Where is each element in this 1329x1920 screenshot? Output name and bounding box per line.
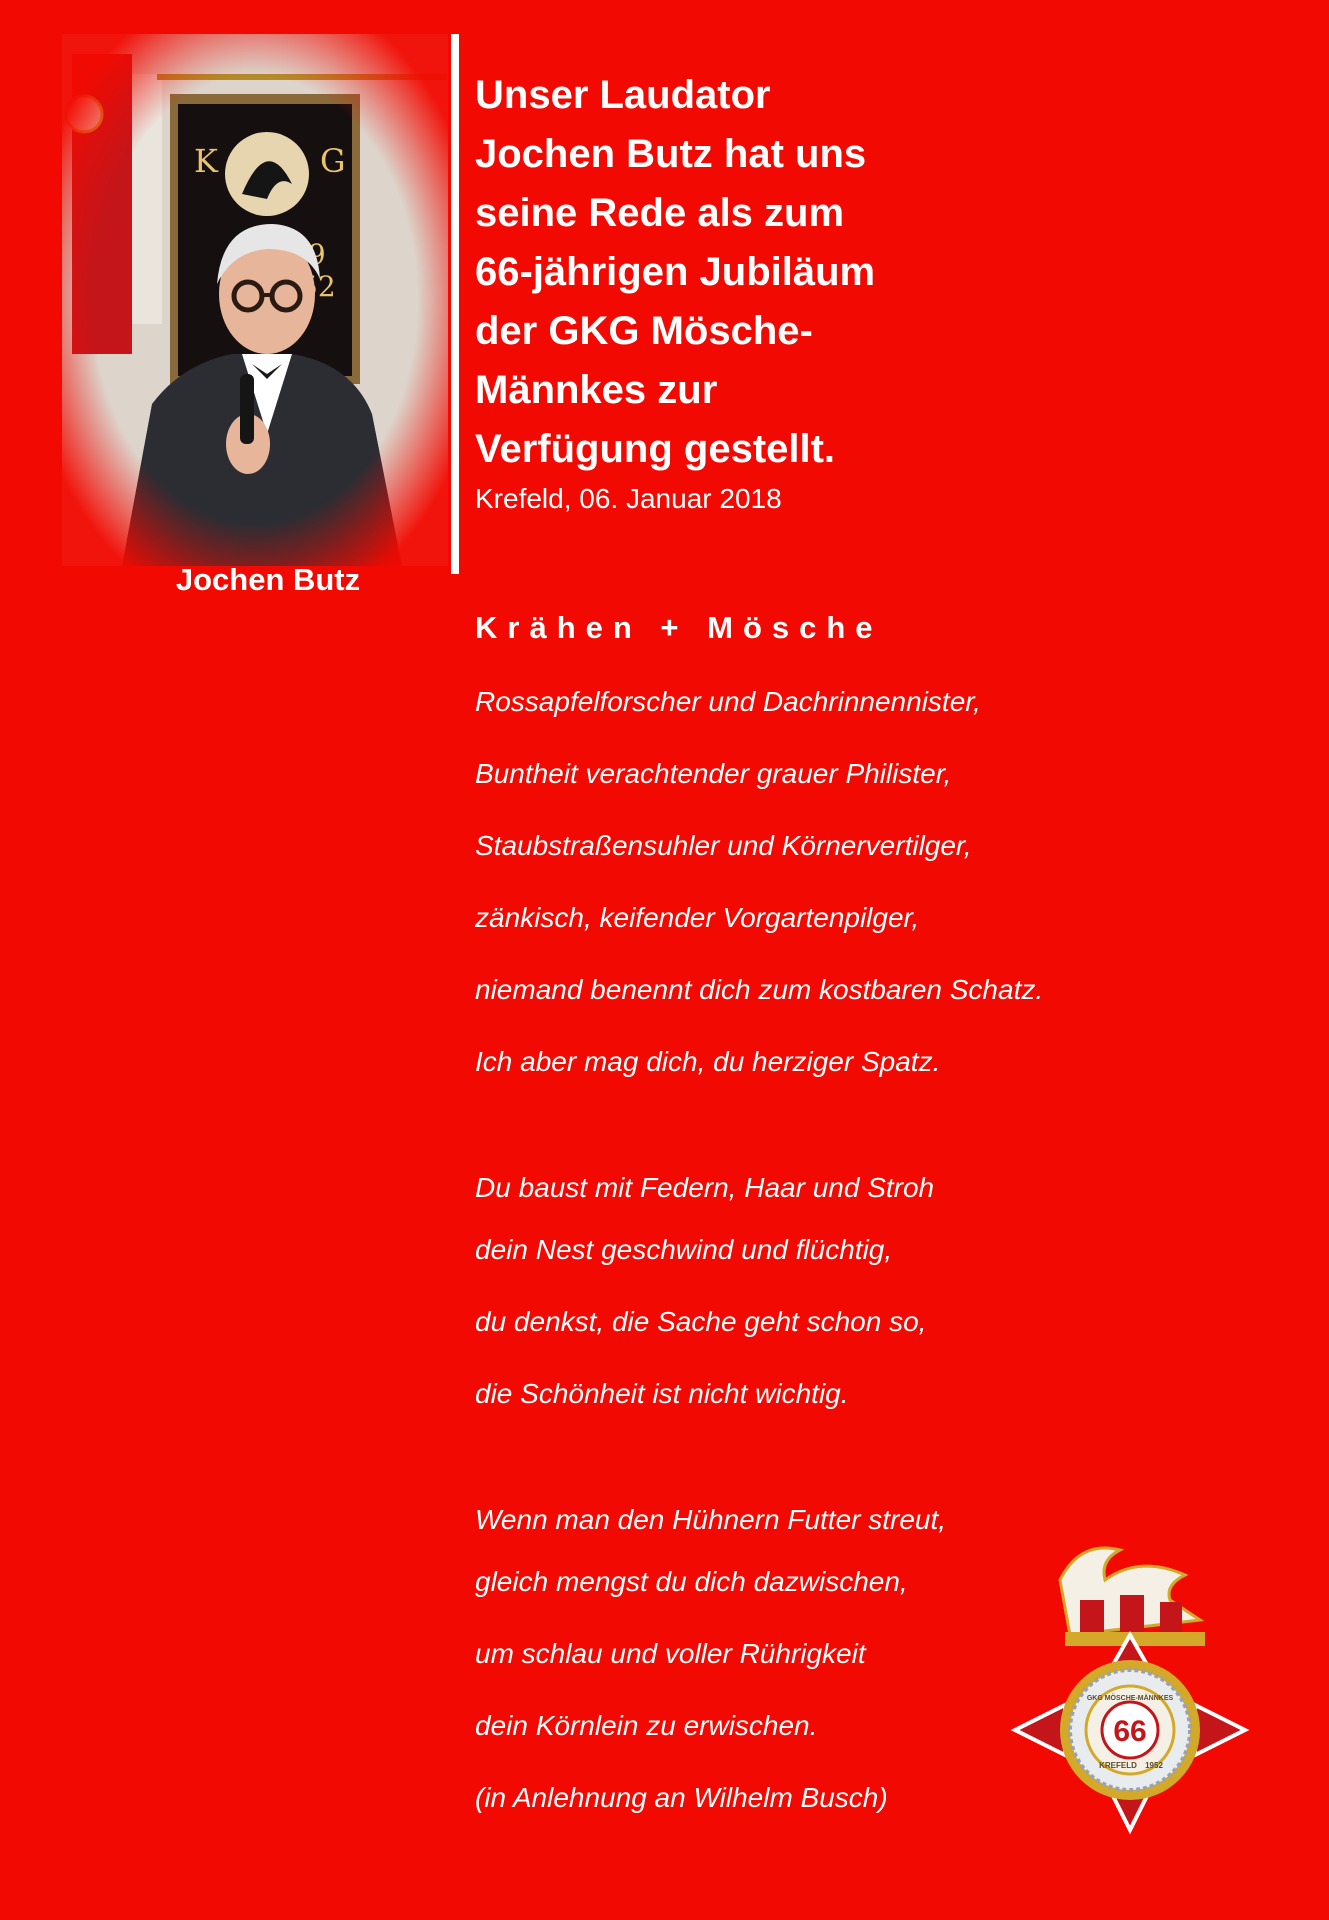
header-block bbox=[475, 66, 1295, 515]
poem-line: gleich mengst du dich dazwischen, bbox=[475, 1566, 908, 1597]
poem-line: du denkst, die Sache geht schon so, bbox=[475, 1306, 927, 1337]
poem-line: die Schönheit ist nicht wichtig. bbox=[475, 1378, 849, 1409]
poem-line: Buntheit verachtender grauer Philister, bbox=[475, 758, 952, 789]
header-date: Krefeld, 06. Januar 2018 bbox=[475, 483, 782, 514]
poem-line: dein Körnlein zu erwischen. bbox=[475, 1710, 818, 1741]
poem-line: zänkisch, keifender Vorgartenpilger, bbox=[475, 902, 920, 933]
poem-line: Wenn man den Hühnern Futter streut, bbox=[475, 1504, 947, 1535]
header-title: Unser Laudator Jochen Butz hat uns seine Rede als zum 66-jährigen Jubiläum der GKG Mösche- Männkes zur Verfügung gestellt. bbox=[475, 73, 876, 471]
poem-line: dein Nest geschwind und flüchtig, bbox=[475, 1234, 893, 1265]
poem-line: Ich aber mag dich, du herziger Spatz. bbox=[475, 1046, 941, 1077]
badge-city: KREFELD bbox=[1099, 1761, 1137, 1770]
poem-line: Du baust mit Federn, Haar und Stroh bbox=[475, 1172, 935, 1203]
speaker-photo bbox=[62, 34, 448, 566]
poem-line: niemand benennt dich zum kostbaren Schatz. bbox=[475, 974, 1044, 1005]
speaker-photo-illustration bbox=[62, 34, 448, 566]
photo-caption: Jochen Butz bbox=[175, 562, 361, 597]
badge-ring-text: GKG MÖSCHE-MÄNNKES bbox=[1086, 1695, 1174, 1702]
club-badge bbox=[1010, 1540, 1250, 1840]
vertical-divider bbox=[451, 34, 459, 574]
badge-year: 1952 bbox=[1145, 1761, 1163, 1770]
poem-line: um schlau und voller Rührigkeit bbox=[475, 1638, 866, 1669]
poem-title: Krähen + Mösche bbox=[475, 610, 883, 645]
badge-number: 66 bbox=[1113, 1715, 1147, 1748]
poem-line: Staubstraßensuhler und Körnervertilger, bbox=[475, 830, 972, 861]
poem-line: Rossapfelforscher und Dachrinnennister, bbox=[475, 686, 981, 717]
poem-attribution: (in Anlehnung an Wilhelm Busch) bbox=[475, 1782, 888, 1813]
club-badge-icon bbox=[1010, 1540, 1250, 1840]
